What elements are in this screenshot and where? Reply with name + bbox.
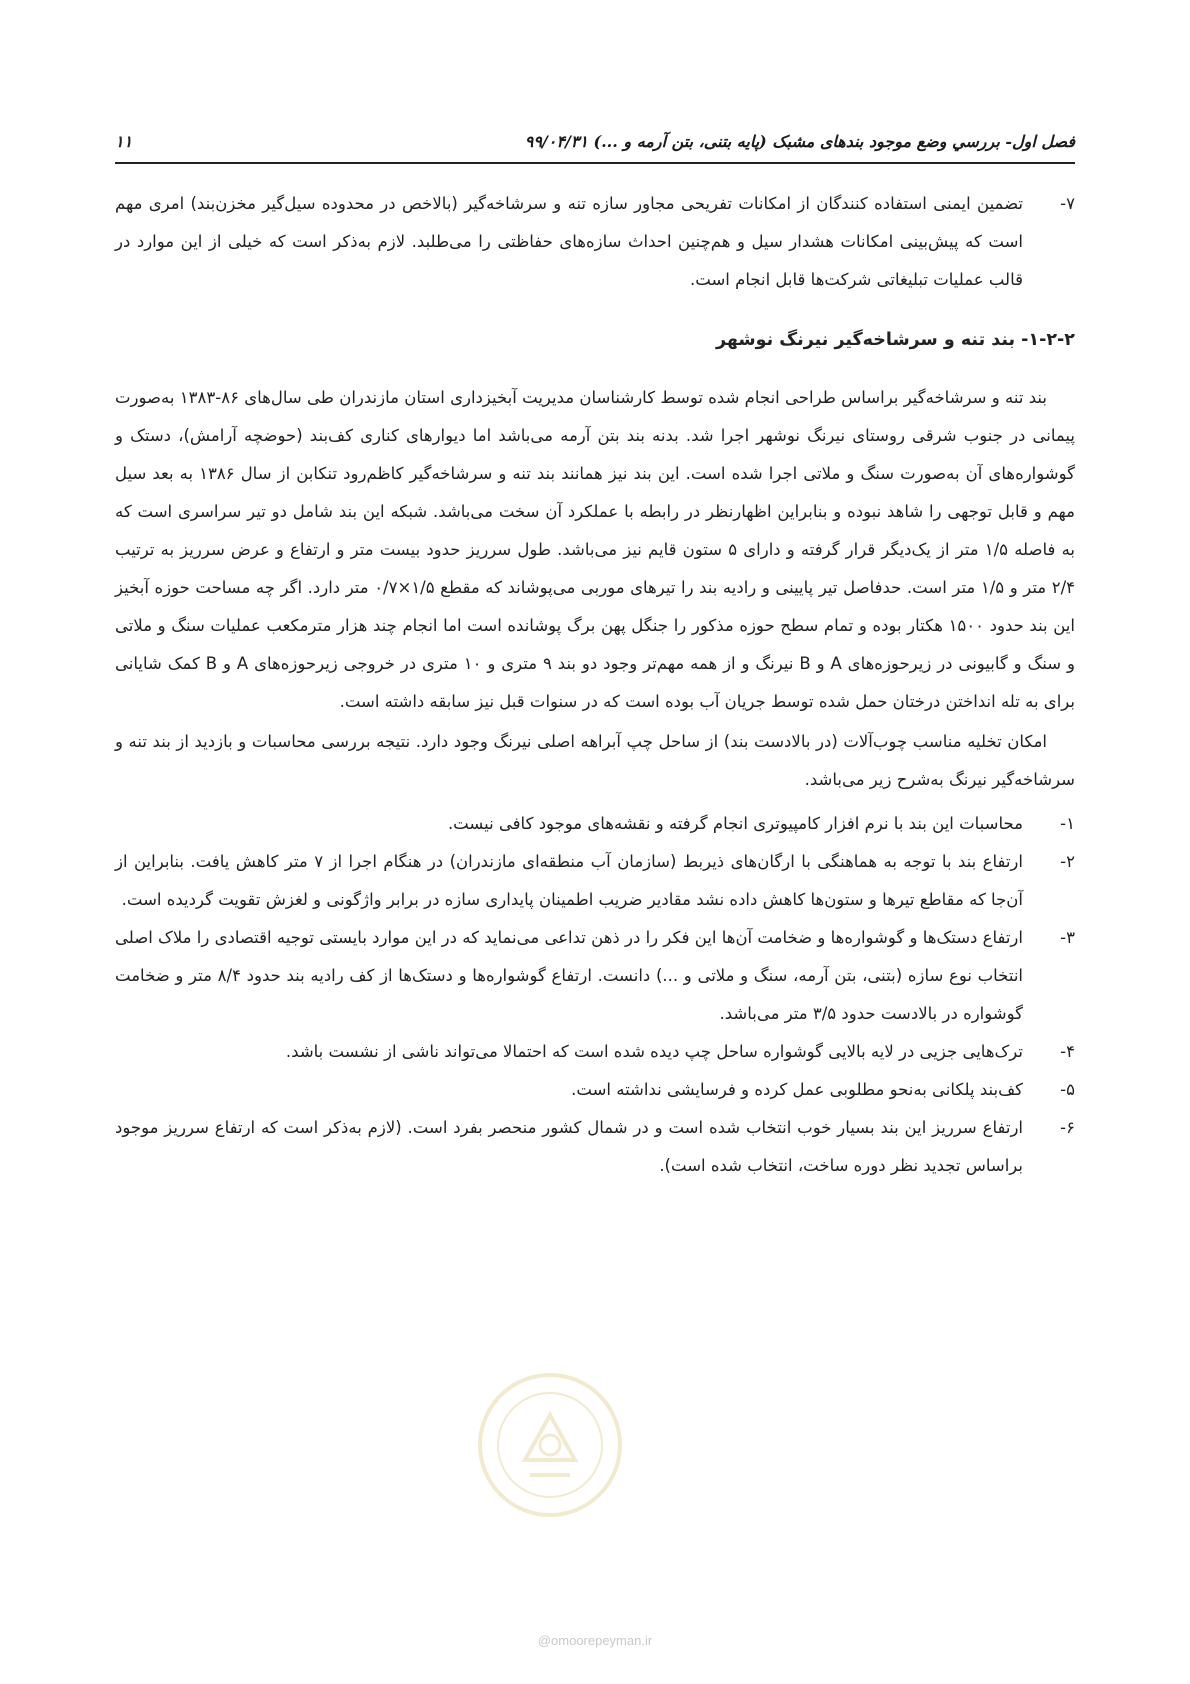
- list-item: [115, 919, 1075, 1033]
- paragraph: بند تنه و سرشاخه‌گیر براساس طراحی انجام شده توسط کارشناسان مدیریت آبخیزداری استان مازندران طی سال‌های ۸۶-۱۳۸۳ به‌صورت پیمانی در جنوب شرقی روستای نیرنگ نوشهر اجرا شد. بدنه بند بتن آرمه می‌باشد اما دیوارهای کناری کف‌بند (حوضچه آرامش)، دستک و گوشواره‌های آن به‌صورت سنگ و ملاتی اجرا شده است. این بند نیز همانند بند تنه و سرشاخه‌گیر کاظم‌رود تنکابن از سال ۱۳۸۶ به بعد سیل مهم و قابل توجهی را شاهد نبوده و بنابراین اظهارنظر در رابطه با عملکرد آن سخت می‌باشد. شبکه این بند شامل دو تیر سراسری است که به فاصله ۱/۵ متر از یک‌دیگر قرار گرفته و دارای ۵ ستون قایم نیز می‌باشد. طول سرریز حدود بیست متر و ارتفاع و عرض سرریز به ترتیب ۲/۴ متر و ۱/۵ متر است. حدفاصل تیر پایینی و رادیه بند را تیرهای موربی می‌پوشاند که مقطع ۱/۵×۰/۷ متر دارد. اگر چه مساحت حوزه آبخیز این بند حدود ۱۵۰۰ هکتار بوده و تمام سطح حوزه مذکور را جنگل پهن برگ پوشانده است اما انجام چند هزار مترمکعب عملیات سنگ و ملاتی و سنگ و گابیونی در زیرحوزه‌های A و B نیرنگ و از همه مهم‌تر وجود دو بند ۹ متری و ۱۰ متری در خروجی زیرحوزه‌های A و B کمک شایانی برای به تله انداختن درختان حمل شده توسط جریان آب بوده است که در سنوات قبل نیز سابقه داشته است.: [115, 388, 1076, 711]
- list-item-text: ارتفاع بند با توجه به هماهنگی با ارگان‌های ذیربط (سازمان آب منطقه‌ای مازندران) در هنگام اجرا از ۷ متر کاهش یافت. بنابراین از آن‌جا که مقاطع تیرها و ستون‌ها کاهش داده نشد مقادیر ضریب اطمینان پایداری سازه در برابر واژگونی و لغزش تقویت گردیده است.: [115, 852, 1023, 909]
- list-item-text: کف‌بند پلکانی به‌نحو مطلوبی عمل کرده و فرسایشی نداشته است.: [571, 1080, 1023, 1099]
- page-header: [115, 128, 1075, 164]
- page-body: [115, 185, 1075, 1185]
- list-item: [115, 1033, 1075, 1071]
- list-item-text: تضمین ایمنی استفاده کنندگان از امکانات تفریحی مجاور سازه تنه و سرشاخه‌گیر (بالاخص در محدوده سیل‌گیر مخزن‌بند) امری مهم است که پیش‌بینی امکانات هشدار سیل و هم‌چنین احداث سازه‌های حفاظتی را می‌طلبد. لازم به‌ذکر است که خیلی از این موارد در قالب عملیات تبلیغاتی شرکت‌ها قابل انجام است.: [115, 194, 1023, 289]
- header-title: فصل اول- بررسي وضع موجود بندهای مشبک (پایه بتنی، بتن آرمه و ...) ۹۹/۰۴/۳۱: [524, 132, 1075, 151]
- list-item: [115, 1109, 1075, 1185]
- list-item-number: ۵-: [1060, 1080, 1075, 1099]
- list-item: [115, 805, 1075, 843]
- list-item-text: ارتفاع دستک‌ها و گوشواره‌ها و ضخامت آن‌ها این فکر را در ذهن تداعی می‌نماید که در این موارد بایستی توجیه اقتصادی را ملاک اصلی انتخاب نوع سازه (بتنی، بتن آرمه، سنگ و ملاتی و ...) دانست. ارتفاع گوشواره‌ها و دستک‌ها از کف رادیه بند حدود ۸/۴ متر و ضخامت گوشواره در بالادست حدود ۳/۵ متر می‌باشد.: [115, 928, 1023, 1023]
- list-item-number: ۷-: [1060, 194, 1075, 213]
- watermark-url: @omoorepeyman.ir: [537, 1633, 653, 1648]
- watermark-seal-icon: [470, 1365, 630, 1525]
- list-item-text: ترک‌هایی جزیی در لایه بالایی گوشواره ساحل چپ دیده شده است که احتمالا می‌تواند ناشی از نشست باشد.: [285, 1042, 1023, 1061]
- numbered-list: [115, 185, 1075, 299]
- list-item: [115, 185, 1075, 299]
- list-item-number: ۲-: [1060, 852, 1075, 871]
- list-item-text: ارتفاع سرریز این بند بسیار خوب انتخاب شده است و در شمال کشور منحصر بفرد است. (لازم به‌ذکر است که ارتفاع سرریز موجود براساس تجدید نظر دوره ساخت، انتخاب شده است).: [115, 1118, 1023, 1175]
- list-item-number: ۳-: [1060, 928, 1075, 947]
- list-item-number: ۶-: [1060, 1118, 1075, 1137]
- section-heading: ۱-۲-۲- بند تنه و سرشاخه‌گیر نیرنگ نوشهر: [715, 330, 1075, 350]
- list-item-text: محاسبات این بند با نرم افزار کامپیوتری انجام گرفته و نقشه‌های موجود کافی نیست.: [447, 814, 1023, 833]
- list-item-number: ۱-: [1060, 814, 1075, 833]
- page-number: ۱۱: [115, 132, 133, 151]
- list-item: [115, 1071, 1075, 1109]
- list-item: [115, 843, 1075, 919]
- paragraph: امکان تخلیه مناسب چوب‌آلات (در بالادست بند) از ساحل چپ آبراهه اصلی نیرنگ وجود دارد. نتیجه بررسی محاسبات و بازدید از بند تنه و سرشاخه‌گیر نیرنگ به‌شرح زیر می‌باشد.: [115, 732, 1075, 789]
- list-item-number: ۴-: [1060, 1042, 1075, 1061]
- numbered-list: [115, 805, 1075, 1185]
